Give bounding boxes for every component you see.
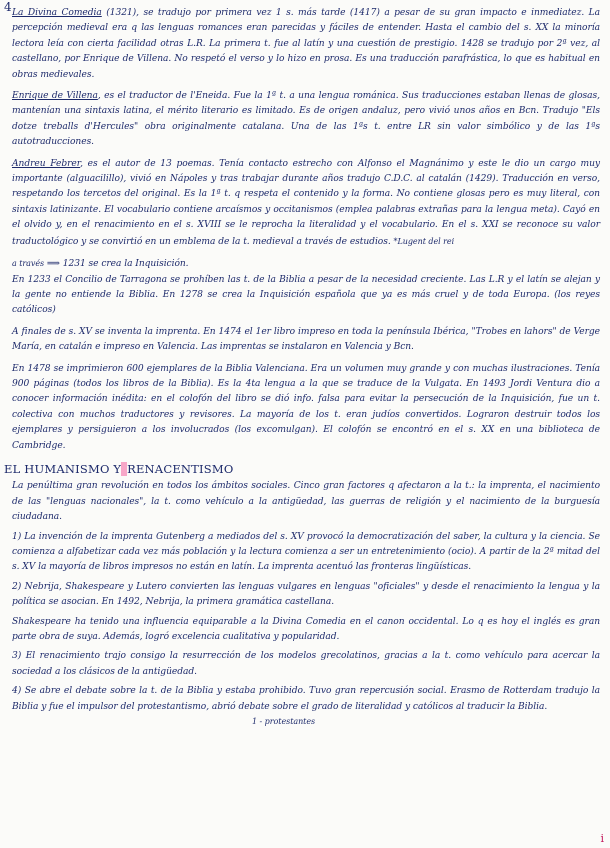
section-title [4,462,600,477]
section-title-part: RENACENTISMO [127,461,234,476]
page-number: 4 [4,0,12,14]
paragraph-text: , es el autor de 13 poemas. Tenía contacto estrecho con Alfonso el Magnánimo y este le dio un cargo muy importante (alguacilillo), vivió en Nápoles y tras trabajar durante años tradujo C.D.C. al catalán (1429). Traducción en verso, respetando los tercetos del original. Es la 1ª t. q respeta el contenido y la forma. No contiene glosas pero es muy literal, con sintaxis latinizante. El vocabulario contiene arcaísmos y occitanismos (emplea palabras extrañas para la lengua meta). Cayó en el olvido y, en el renacimiento en el s. XVIII se le reprocha la literalidad y el vocabulario. En el s. XXI se reconoce su valor traductológico y se convirtió en un emblema de la t. medieval a través de estudios. [12,158,600,247]
section-point-3: 3) El renacimiento trajo consigo la resurrección de los modelos grecolatinos, gracias a la t. como vehículo para acercar la sociedad a los clásicos de la antigüedad. [12,651,600,677]
paragraph-enrique-villena [12,89,600,151]
insert-note: a través [12,259,45,269]
paragraph-text: (1321), se tradujo por primera vez 1 s. más tarde (1417) a pesar de su gran impacto e inmediatez. La percepción medieval era q las lenguas romances eran parecidas y fáciles de entender. Hasta el cambio del s. XX la minoría lectora leía con cierta facilidad otras L.R. La primera t. fue al latín y una cuestión de prestigio. 1428 se tradujo por 2ª vez, al castellano, por Enrique de Villena. No respetó el verso y lo hizo en prosa. Es una traducción parafrástica, lo que es habitual en obras medievales. [12,8,600,80]
paragraph-andreu-febrer [12,157,600,250]
section-intro: La penúltima gran revolución en todos los ámbitos sociales. Cinco gran factores q afectaron a la t.: la imprenta, el nacimiento de las "lenguas nacionales", la t. como vehículo a la antigüedad, las guerras de religión y el nacimiento de la burguesía ciudadana. [12,481,600,523]
point-4-note: 1 - protestantes [252,717,316,727]
section-title-part: EL HUMANISMO Y [4,461,122,476]
paragraph-biblia-valenciana: En 1478 se imprimieron 600 ejemplares de la Biblia Valenciana. Era un volumen muy grande y con muchas ilustraciones. Tenía 900 páginas (todos los libros de la Biblia). Es la 4ta lengua a la que se traduce de la Vulgata. En 1493 Jordi Ventura dio a conocer información inédita: en el colofón del libro se dió info. falsa para evitar la persecución de la Inquisición, fue un t. colectiva con muchos traductores y revisores. La mayoría de los t. eran judíos convertidos. Lograron destruir todos los ejemplares y persiguieron a los involucrados (los excomulgan). El colofón se encontró en el s. XX en una biblioteca de Cambridge. [12,363,600,451]
corner-mark: i [600,831,604,845]
section-point-2b: Shakespeare ha tenido una influencia equiparable a la Divina Comedia en el canon occidental. Lo q es hoy el inglés es gran parte obra de suya. Además, logró excelencia cualitativa y popularidad. [12,616,600,643]
section-point-1: 1) La invención de la imprenta Gutenberg a mediados del s. XV provocó la democratización del saber, la cultura y la ciencia. Se comienza a alfabetizar cada vez más población y la lectura comienza a ser un entretenimiento (ocio). A partir de la 2ª mitad del s. XV la mayoría de libros impresos no están en latín. La imprenta acentuó las fronteras lingüísticas. [12,531,600,573]
paragraph-lead: La Divina Comedia [12,8,102,18]
paragraph-text: , es el traductor de l'Eneida. Fue la 1ª t. a una lengua románica. Sus traducciones estaban llenas de glosas, mantenían una sintaxis latina, el mérito literario es limitado. Es de origen andaluz, pero vivió unos años en Bcn. Tradujo "Els dotze treballs d'Hercules" obra originalmente catalana. Una de las 1ªs t. entre LR sin valor simbólico y de las 1ªs autotraducciones. [12,91,600,148]
paragraph-imprenta: A finales de s. XV se inventa la imprenta. En 1474 el 1er libro impreso en toda la península Ibérica, "Trobes en lahors" de Verge María, en catalán e impreso en Valencia. Las imprentas se instalaron en Valencia y Bcn. [12,326,600,353]
paragraph-line: 1231 se crea la Inquisición. [62,259,189,270]
section-point-2: 2) Nebrija, Shakespeare y Lutero convierten las lenguas vulgares en lenguas "oficiales" y desde el renacimiento la lengua y la política se asocian. En 1492, Nebrija, la primera gramática castellana. [12,581,600,608]
paragraph-divina-comedia [12,6,600,83]
margin-note: *Lugent del rei [393,236,455,246]
paragraph-inquisicion: a través ⟹ 1231 se crea la Inquisición. En 1233 el Concilio de Tarragona se prohíben las t. de la Biblia a pesar de la necesidad creciente. Las L.R y el latín se alejan y la gente no entiende la Biblia. En 1278 se crea la Inquisición española que ya es más cruel y de toda Europa. (los reyes católicos) [12,259,600,316]
paragraph-text: En 1233 el Concilio de Tarragona se prohíben las t. de la Biblia a pesar de la necesidad creciente. Las L.R y el latín se alejan y la gente no entiende la Biblia. En 1278 se crea la Inquisición española que ya es más cruel y de toda Europa. (los reyes católicos) [12,274,600,316]
paragraph-lead: Andreu Febrer [12,158,81,169]
paragraph-lead: Enrique de Villena [12,91,98,102]
section-point-4: 4) Se abre el debate sobre la t. de la Biblia y estaba prohibido. Tuvo gran repercusión social. Erasmo de Rotterdam tradujo la Biblia y fue el impulsor del protestantismo, abrió debate sobre el grado de literalidad y católicos al traducir la Biblia. [12,686,600,712]
